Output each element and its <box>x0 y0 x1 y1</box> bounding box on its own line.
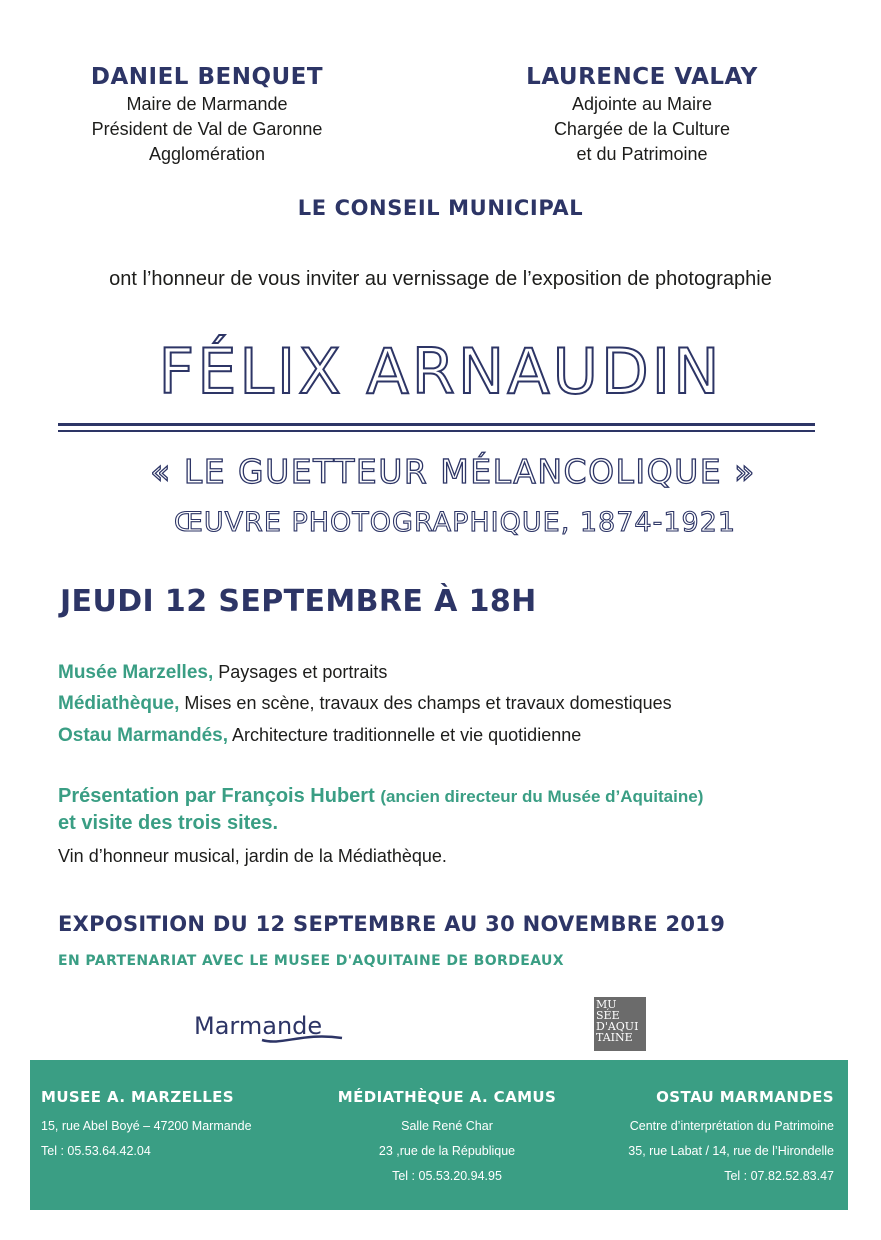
footer-phone: Tel : 05.53.20.94.95 <box>392 1169 502 1183</box>
title-rule-top <box>58 423 815 426</box>
signer-name: DANIEL BENQUET <box>90 64 324 90</box>
signer-title-line: Maire de Marmande <box>126 94 288 114</box>
signer-benquet <box>62 62 352 167</box>
musee-logo-line: TAINE <box>596 1031 633 1044</box>
venue-item <box>58 725 581 747</box>
event-date: JEUDI 12 SEPTEMBRE À 18H <box>60 584 537 619</box>
musee-logo-line: D'AQUI <box>596 1020 639 1033</box>
artist-title: FÉLIX ARNAUDIN <box>158 335 723 408</box>
musee-logo-line: SÉE <box>596 1009 620 1022</box>
signer-name: LAURENCE VALAY <box>526 64 758 90</box>
signer-title-line: Agglomération <box>148 144 266 164</box>
council-heading: LE CONSEIL MUNICIPAL <box>297 196 584 220</box>
venue-name: Ostau Marmandés, <box>58 725 228 746</box>
signer-title-line: Président de Val de Garonne <box>91 119 323 139</box>
footer-address: 15, rue Abel Boyé – 47200 Marmande <box>41 1119 252 1133</box>
venue-item <box>58 662 387 684</box>
footer-subtitle: Centre d’interprétation du Patrimoine <box>629 1119 834 1133</box>
signer-title-line: Adjointe au Maire <box>571 94 713 114</box>
footer-room: Salle René Char <box>401 1119 493 1133</box>
musee-aquitaine-logo <box>594 997 646 1051</box>
footer-phone: Tel : 05.53.64.42.04 <box>41 1144 151 1158</box>
footer-venue-ostau <box>534 1088 834 1189</box>
venue-name: Médiathèque, <box>58 693 180 714</box>
footer-address: 23 ,rue de la République <box>378 1144 516 1158</box>
footer-address: 35, rue Labat / 14, rue de l’Hirondelle <box>628 1144 834 1158</box>
partnership-text: EN PARTENARIAT AVEC LE MUSEE D'AQUITAINE DE BORDEAUX <box>58 953 564 969</box>
signer-valay <box>496 62 788 167</box>
musee-logo-line: MU <box>596 998 617 1011</box>
footer-venue-title: OSTAU MARMANDES <box>656 1088 834 1106</box>
presentation-second: et visite des trois sites. <box>58 812 279 834</box>
venue-description: Paysages et portraits <box>218 662 388 682</box>
signer-title-line: Chargée de la Culture <box>553 119 731 139</box>
footer-venue-title: MUSEE A. MARZELLES <box>41 1088 235 1106</box>
reception-text: Vin d’honneur musical, jardin de la Médiathèque. <box>58 846 447 866</box>
exhibition-dates: EXPOSITION DU 12 SEPTEMBRE AU 30 NOVEMBRE 2019 <box>58 912 726 936</box>
venue-description: Architecture traditionnelle et vie quotidienne <box>232 725 582 745</box>
footer-band <box>30 1060 848 1210</box>
venue-item <box>58 693 672 715</box>
signer-title-line: et du Patrimoine <box>576 144 708 164</box>
footer-venue-marzelles <box>41 1088 252 1164</box>
footer-venue-title: MÉDIATHÈQUE A. CAMUS <box>337 1088 557 1106</box>
exhibition-subtitle: « LE GUETTEUR MÉLANCOLIQUE » <box>150 452 756 491</box>
title-rule-bottom <box>58 430 815 432</box>
presentation-main: Présentation par François Hubert <box>58 785 375 807</box>
presentation-note: (ancien directeur du Musée d’Aquitaine) <box>380 787 704 806</box>
marmande-logo <box>192 1006 352 1046</box>
marmande-logo-text: Marmande <box>194 1012 323 1040</box>
works-subtitle: ŒUVRE PHOTOGRAPHIQUE, 1874-1921 <box>173 507 737 538</box>
footer-phone: Tel : 07.82.52.83.47 <box>724 1169 834 1183</box>
invitation-text: ont l’honneur de vous inviter au vernissage de l’exposition de photographie <box>109 268 772 290</box>
venue-name: Musée Marzelles, <box>58 662 214 683</box>
presentation-block <box>58 783 703 837</box>
venue-description: Mises en scène, travaux des champs et travaux domestiques <box>184 693 672 713</box>
